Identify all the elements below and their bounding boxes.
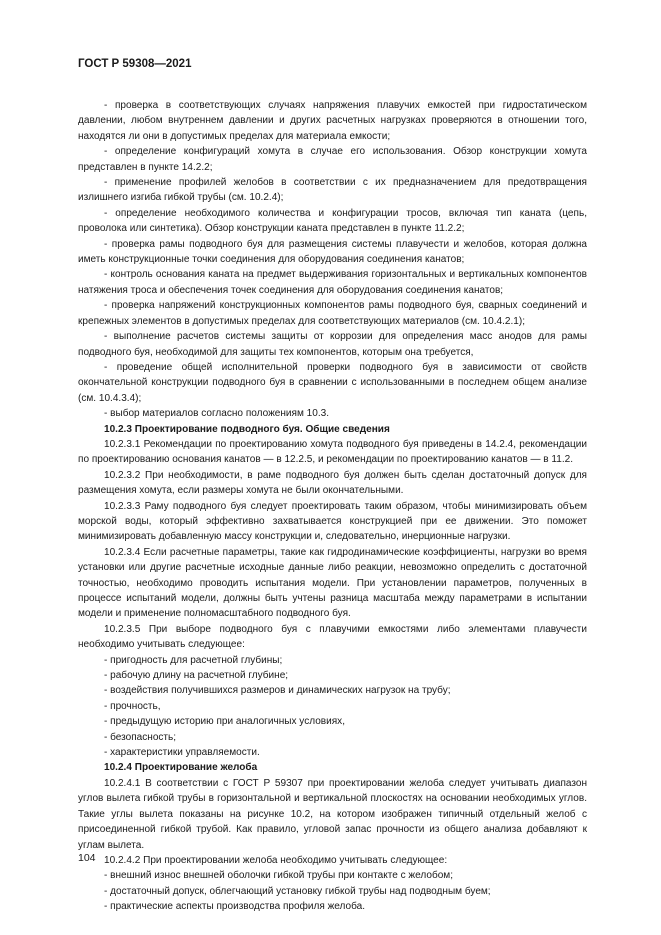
paragraph: - характеристики управляемости. bbox=[104, 747, 260, 759]
paragraph: - применение профилей желобов в соответствии с их предназначением для предотвращения излишнего изгиба гибкой трубы (см. 10.2.4); bbox=[78, 177, 587, 204]
paragraph: - выполнение расчетов системы защиты от коррозии для определения масс анодов для рамы подводного буя, необходимой для защиты тех компонентов, которым она требуется, bbox=[78, 331, 587, 358]
paragraph: - внешний износ внешней оболочки гибкой трубы при контакте с желобом; bbox=[104, 870, 453, 882]
paragraph: - предыдущую историю при аналогичных условиях, bbox=[104, 716, 345, 728]
paragraph: 10.2.3.2 При необходимости, в раме подводного буя должен быть сделан достаточный допуск для размещения хомута, если размеры хомута не были окончательными. bbox=[78, 469, 587, 497]
paragraph: - рабочую длину на расчетной глубине; bbox=[104, 670, 289, 682]
paragraph: 10.2.3.3 Раму подводного буя следует проектировать таким образом, чтобы минимизировать объем морской воды, который эффективно захватывается конструкцией при ее движении. Это поможет минимизировать добавленную массу конструкции и, следовательно, инерционные нагрузки. bbox=[78, 500, 587, 543]
document-body bbox=[78, 98, 587, 915]
paragraph: - проверка напряжений конструкционных компонентов рамы подводного буя, сварных соединений и крепежных элементов в допустимых пределах для соответствующих материалов (см. 10.4.2.1); bbox=[78, 300, 587, 327]
paragraph: - безопасность; bbox=[104, 731, 177, 743]
paragraph: - определение необходимого количества и конфигурации тросов, включая тип каната (цепь, проволока или синтетика). Обзор конструкции каната представлен в пункте 11.2.2; bbox=[78, 207, 587, 235]
paragraph: - прочность, bbox=[104, 700, 161, 712]
paragraph: - выбор материалов согласно положениям 10.3. bbox=[104, 408, 330, 420]
paragraph: - воздействия получившихся размеров и динамических нагрузок на трубу; bbox=[104, 685, 451, 697]
paragraph: 10.2.3.1 Рекомендации по проектированию хомута подводного буя приведены в 14.2.4, рекомендации по проектированию основания канатов — в 12.2.5, и рекомендации по проектированию канатов — в 11.2. bbox=[78, 438, 587, 466]
paragraph: 10.2.4.1 В соответствии с ГОСТ Р 59307 при проектировании желоба следует учитывать диапазон углов вылета гибкой трубы в горизонтальной и вертикальной плоскостях на основании необходимых углов. Такие углы вылета показаны на рисунке 10.2, на котором изображен типичный отдельный желоб с присоединенной гибкой трубой. Как правило, угловой запас прочности из общего анализа добавляют к углам вылета. bbox=[78, 777, 587, 851]
paragraph: - проверка в соответствующих случаях напряжения плавучих емкостей при гидростатическом давлении, любом внутреннем давлении и других расчетных нагрузках проверяются в отношении того, находятся ли они в допустимых пределах для материала емкости; bbox=[78, 100, 587, 142]
paragraph: 10.2.3.5 При выборе подводного буя с плавучими емкостями либо элементами плавучести необходимо учитывать следующее: bbox=[78, 623, 587, 651]
paragraph: - определение конфигураций хомута в случае его использования. Обзор конструкции хомута представлен в пункте 14.2.2; bbox=[78, 146, 587, 173]
paragraph: 10.2.3.4 Если расчетные параметры, такие как гидродинамические коэффициенты, нагрузки во время установки или другие расчетные исходные данные либо реакции, невозможно определить с достаточной точностью, необходимо проводить испытания модели. При установлении параметров, полученных в процессе испытаний модели, должны быть учтены разница масштаба между параметрами в испытании модели и применение полномасштабного подводного буя. bbox=[78, 546, 587, 620]
paragraph: - контроль основания каната на предмет выдерживания горизонтальных и вертикальных компонентов натяжения троса и обеспечения точек соединения для оборудования соединения канатов; bbox=[78, 269, 587, 296]
section-heading: 10.2.4 Проектирование желоба bbox=[104, 762, 258, 774]
paragraph: - пригодность для расчетной глубины; bbox=[104, 654, 283, 666]
page-number: 104 bbox=[78, 852, 96, 864]
paragraph: - практические аспекты производства профиля желоба. bbox=[104, 901, 366, 913]
paragraph: - достаточный допуск, облегчающий установку гибкой трубы над подводным буем; bbox=[104, 885, 491, 897]
paragraph: - проведение общей исполнительной проверки подводного буя в зависимости от свойств окончательной конструкции подводного буя в сравнении с использованными в последнем общем анализе (см. 10.4.3.4); bbox=[78, 361, 587, 404]
section-heading: 10.2.3 Проектирование подводного буя. Общие сведения bbox=[104, 423, 390, 435]
paragraph: - проверка рамы подводного буя для размещения системы плавучести и желобов, которая должна иметь конструкционные точки соединения для оборудования соединения канатов; bbox=[78, 238, 587, 266]
paragraph: 10.2.4.2 При проектировании желоба необходимо учитывать следующее: bbox=[104, 854, 448, 866]
document-header: ГОСТ Р 59308—2021 bbox=[78, 58, 192, 70]
